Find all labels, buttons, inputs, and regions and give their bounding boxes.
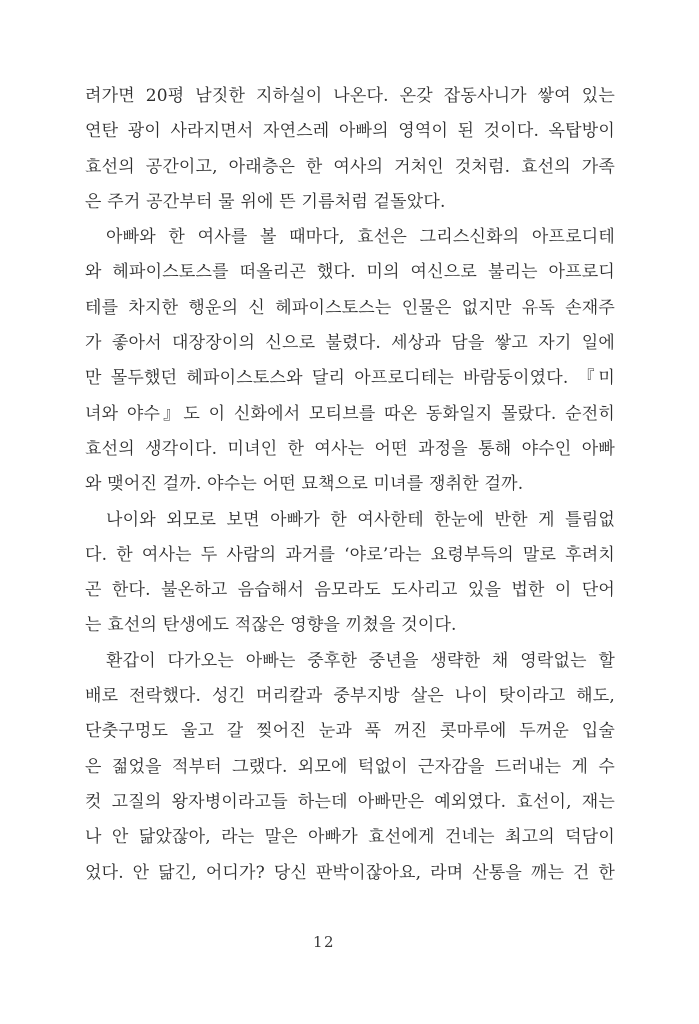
text-line: 려가면 20평 남짓한 지하실이 나온다. 온갖 잡동사니가 쌓여 있는: [85, 86, 615, 106]
page-text: [85, 79, 615, 891]
text-line: 다. 한 여사는 두 사람의 과거를 ‘야로’라는 요령부득의 말로 후려치: [85, 544, 615, 565]
text-line: 단춧구멍도 울고 갈 찢어진 눈과 푹 꺼진 콧마루에 두꺼운 입술: [85, 721, 615, 742]
page-number: 12: [312, 933, 336, 951]
text-line: 나 안 닮았잖아, 라는 말은 아빠가 효선에게 건네는 최고의 덕담이: [85, 827, 615, 848]
text-line: 가 좋아서 대장장이의 신으로 불렸다. 세상과 담을 쌓고 자기 일에: [85, 333, 615, 354]
paragraph-1: [85, 79, 615, 220]
paragraph-3: [85, 503, 615, 644]
paragraph-4: [85, 644, 615, 891]
text-line: 은 젊었을 적부터 그랬다. 외모에 턱없이 근자감을 드러내는 게 수: [85, 756, 615, 777]
text-line: 녀와 야수』도 이 신화에서 모티브를 따온 동화일지 몰랐다. 순전히: [85, 403, 615, 424]
text-line: 효선의 공간이고, 아래층은 한 여사의 거처인 것처럼. 효선의 가족: [85, 156, 615, 177]
paragraph-2: [85, 220, 615, 502]
text-line: 와 맺어진 걸까. 야수는 어떤 묘책으로 미녀를 쟁취한 걸까.: [85, 474, 524, 495]
text-line: 는 효선의 탄생에도 적잖은 영향을 끼쳤을 것이다.: [85, 615, 457, 636]
text-line: 아빠와 한 여사를 볼 때마다, 효선은 그리스신화의 아프로디테: [106, 227, 615, 248]
text-line: 테를 차지한 행운의 신 헤파이스토스는 인물은 없지만 유독 손재주: [85, 297, 615, 318]
text-line: 만 몰두했던 헤파이스토스와 달리 아프로디테는 바람둥이였다. 『미: [85, 368, 615, 389]
text-line: 은 주거 공간부터 물 위에 뜬 기름처럼 겉돌았다.: [85, 191, 446, 212]
text-line: 곤 한다. 불온하고 음습해서 음모라도 도사리고 있을 법한 이 단어: [85, 580, 615, 601]
text-line: 컷 고질의 왕자병이라고들 하는데 아빠만은 예외였다. 효선이, 재는: [85, 791, 615, 812]
text-line: 연탄 광이 사라지면서 자연스레 아빠의 영역이 된 것이다. 옥탑방이: [85, 121, 615, 142]
text-line: 배로 전락했다. 성긴 머리칼과 중부지방 살은 나이 탓이라고 해도,: [85, 686, 615, 707]
text-line: 나이와 외모로 보면 아빠가 한 여사한테 한눈에 반한 게 틀림없: [106, 509, 615, 530]
text-line: 와 헤파이스토스를 떠올리곤 했다. 미의 여신으로 불리는 아프로디: [85, 262, 615, 283]
text-line: 환갑이 다가오는 아빠는 중후한 중년을 생략한 채 영락없는 할: [106, 650, 615, 671]
text-line: 었다. 안 닮긴, 어디가? 당신 판박이잖아요, 라며 산통을 깨는 건 한: [85, 862, 615, 883]
text-line: 효선의 생각이다. 미녀인 한 여사는 어떤 과정을 통해 야수인 아빠: [85, 438, 615, 459]
